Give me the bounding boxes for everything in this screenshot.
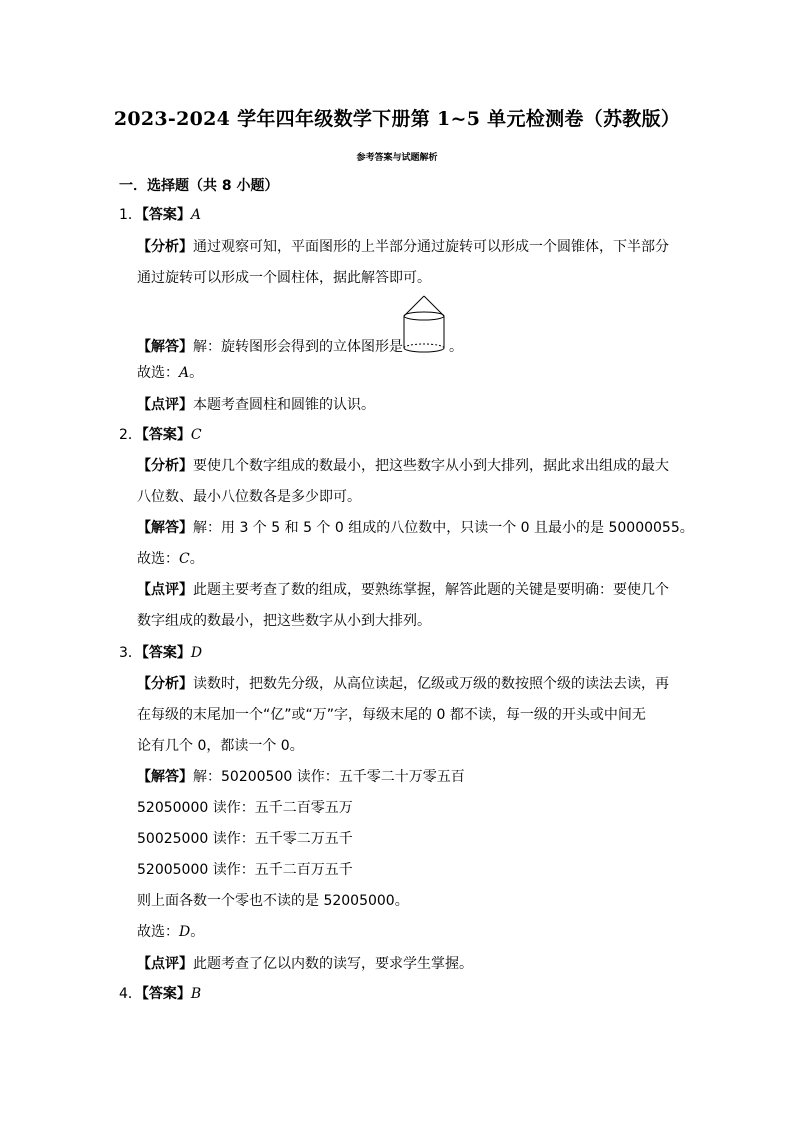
q3-answer-line bbox=[119, 643, 202, 663]
q4-answer-line bbox=[119, 984, 201, 1004]
q2-answer-line bbox=[119, 425, 202, 445]
q1-analysis-line-1 bbox=[137, 237, 669, 257]
analysis-label: 【分析】 bbox=[137, 676, 193, 692]
document-subtitle: 参考答案与试题解析 bbox=[356, 153, 438, 163]
q1-solution-line bbox=[137, 337, 463, 357]
q3-choose-label: 故选： bbox=[137, 924, 179, 940]
answer-label: 【答案】 bbox=[141, 645, 191, 661]
q3-analysis-line-1 bbox=[137, 674, 669, 694]
q3-solution-line-2: 52050000 读作：五千二百零五万 bbox=[137, 800, 353, 816]
q3-answer: D bbox=[190, 645, 203, 661]
q1-choose-end: 。 bbox=[189, 365, 204, 381]
q3-solution-line-4: 52005000 读作：五千二百万五千 bbox=[137, 862, 353, 878]
q3-solution-line-5: 则上面各数一个零也不读的是 52005000。 bbox=[137, 893, 409, 909]
answer-label: 【答案】 bbox=[141, 986, 191, 1002]
comment-label: 【点评】 bbox=[137, 397, 193, 413]
q3-analysis-line-3: 论有几个 0，都读一个 0。 bbox=[137, 738, 304, 754]
solution-label: 【解答】 bbox=[137, 520, 193, 536]
q4-number: 4． bbox=[119, 986, 142, 1002]
q2-analysis-text-1: 要使几个数字组成的数最小，把这些数字从小到大排列，据此求出组成的最大 bbox=[193, 458, 669, 474]
q2-solution-text: 解：用 3 个 5 和 5 个 0 组成的八位数中，只读一个 0 且最小的是 50000055。 bbox=[193, 520, 694, 536]
q3-analysis-line-2: 在每级的末尾加一个“亿”或“万”字，每级末尾的 0 都不读，每一级的开头或中间无 bbox=[137, 707, 646, 723]
q1-choose-label: 故选： bbox=[137, 365, 179, 381]
solution-label: 【解答】 bbox=[137, 769, 193, 785]
q1-choose-line bbox=[137, 363, 203, 383]
q2-choose-line bbox=[137, 549, 204, 569]
q2-analysis-line-1 bbox=[137, 456, 669, 476]
q2-analysis-line-2: 八位数、最小八位数各是多少即可。 bbox=[137, 489, 361, 505]
q4-answer: B bbox=[190, 986, 202, 1002]
q1-analysis-line-2: 通过旋转可以形成一个圆柱体，据此解答即可。 bbox=[137, 270, 431, 286]
q2-comment-line-2: 数字组成的数最小，把这些数字从小到大排列。 bbox=[137, 613, 431, 629]
q3-solution-line-3: 50025000 读作：五千零二万五千 bbox=[137, 831, 353, 847]
q1-comment-text: 本题考查圆柱和圆锥的认识。 bbox=[193, 397, 375, 413]
q2-choose-label: 故选： bbox=[137, 551, 179, 567]
q3-solution-line-1 bbox=[137, 767, 465, 787]
q3-choose-value: D bbox=[179, 924, 191, 940]
analysis-label: 【分析】 bbox=[137, 239, 193, 255]
q1-choose-value: A bbox=[179, 365, 190, 381]
q1-solution-text: 解：旋转图形会得到的立体图形是 bbox=[193, 339, 403, 355]
answer-label: 【答案】 bbox=[141, 207, 191, 223]
document-title: 2023-2024 学年四年级数学下册第 1~5 单元检测卷（苏教版） bbox=[113, 108, 681, 130]
q2-comment-text-1: 此题主要考查了数的组成，要熟练掌握，解答此题的关键是要明确：要使几个 bbox=[193, 582, 669, 598]
q2-answer: C bbox=[190, 427, 202, 443]
q3-choose-end: 。 bbox=[190, 924, 205, 940]
q2-comment-line-1 bbox=[137, 580, 669, 600]
q1-analysis-text-1: 通过观察可知，平面图形的上半部分通过旋转可以形成一个圆锥体，下半部分 bbox=[193, 239, 669, 255]
answer-label: 【答案】 bbox=[141, 427, 191, 443]
q2-solution-line bbox=[137, 518, 694, 538]
analysis-label: 【分析】 bbox=[137, 458, 193, 474]
q3-choose-line bbox=[137, 922, 204, 942]
q2-choose-value: C bbox=[179, 551, 190, 567]
q1-answer-line bbox=[119, 205, 201, 225]
q2-number: 2． bbox=[119, 427, 142, 443]
q1-solution-end: 。 bbox=[449, 339, 463, 355]
comment-label: 【点评】 bbox=[137, 956, 193, 972]
q3-comment-text: 此题考查了亿以内数的读写，要求学生掌握。 bbox=[193, 956, 473, 972]
q1-answer: A bbox=[190, 207, 202, 223]
q3-comment-line bbox=[137, 954, 473, 974]
q3-analysis-text-1: 读数时，把数先分级，从高位读起，亿级或万级的数按照个级的读法去读，再 bbox=[193, 676, 669, 692]
comment-label: 【点评】 bbox=[137, 582, 193, 598]
q1-comment-line bbox=[137, 395, 375, 415]
q3-number: 3． bbox=[119, 645, 142, 661]
section-heading: 一．选择题（共 8 小题） bbox=[119, 178, 279, 194]
q2-choose-end: 。 bbox=[189, 551, 204, 567]
q3-solution-text-1: 解：50200500 读作：五千零二十万零五百 bbox=[193, 769, 465, 785]
q1-number: 1． bbox=[119, 207, 142, 223]
solution-label: 【解答】 bbox=[137, 339, 193, 355]
